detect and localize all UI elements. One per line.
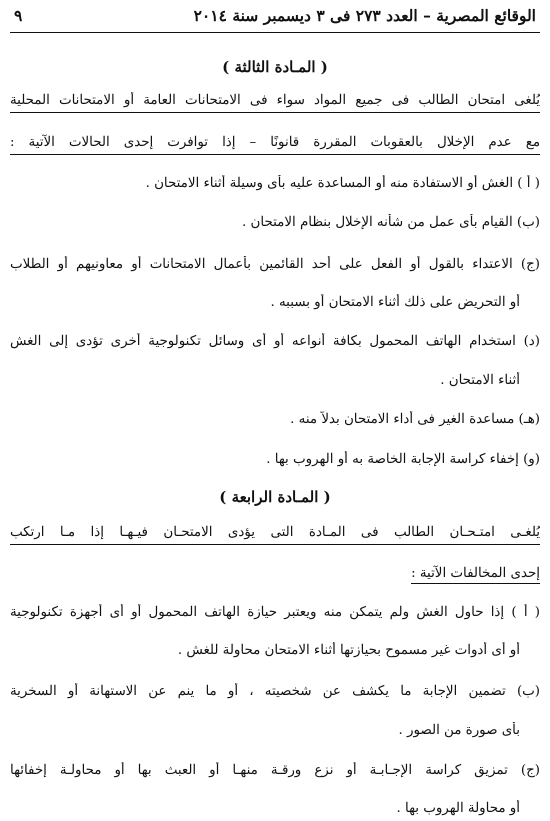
page-header	[10, 4, 540, 33]
article-3-intro-line-2: مع عدم الإخلال بالعقوبات المقررة قانونًا – إذا توافرت إحدى الحالات الآتية :	[10, 134, 540, 155]
article-3-item-c: (ج) الاعتداء بالقول أو الفعل على أحد القائمين بأعمال الامتحانات أو معاونيهم أو الطلاب	[10, 257, 540, 272]
article-3-item-a: ( أ ) الغش أو الاستفادة منه أو المساعدة عليه بأى وسيلة أثناء الامتحان .	[145, 176, 540, 191]
article-3-item-e: (هـ) مساعدة الغير فى أداء الامتحان بدلاً منه .	[290, 412, 540, 427]
article-4-item-c-continued: أو محاولة الهروب بها .	[396, 801, 520, 816]
header-title: الوقائع المصرية – العدد ٢٧٣ فى ٣ ديسمبر سنة ٢٠١٤	[193, 6, 536, 25]
article-4-item-b-continued: بأى صورة من الصور .	[398, 723, 520, 738]
article-3-item-f: (و) إخفاء كراسة الإجابة الخاصة به أو الهروب بها .	[266, 452, 540, 467]
article-4-intro-line-1: يُلغـى امتـحـان الطالب فى المـادة التى يؤدى الامتحـان فيـهـا إذا مـا ارتكب	[10, 524, 540, 545]
article-3-item-c-continued: أو التحريض على ذلك أثناء الامتحان أو بسببه .	[270, 295, 520, 310]
page-number: ٩	[14, 6, 23, 25]
article-3-item-d: (د) استخدام الهاتف المحمول بكافة أنواعه أو أى وسائل تكنولوجية أخرى تؤدى إلى الغش	[10, 334, 540, 349]
article-3-intro-line-1: يُلغى امتحان الطالب فى جميع المواد سواء فى الامتحانات العامة أو الامتحانات المحلية	[10, 92, 540, 113]
article-4-heading: ( المـادة الرابعة )	[219, 488, 331, 506]
article-4-item-a: ( أ ) إذا حاول الغش ولم يتمكن منه ويعتبر حيازة الهاتف المحمول أو أى أجهزة تكنولوجية	[10, 605, 540, 620]
article-4-item-a-continued: أو أى أدوات غير مسموح بحيازتها أثناء الامتحان محاولة للغش .	[177, 643, 520, 658]
article-4-intro-line-2: إحدى المخالفات الآتية :	[411, 566, 540, 584]
article-3-item-b: (ب) القيام بأى عمل من شأنه الإخلال بنظام الامتحان .	[242, 215, 540, 230]
article-3-item-d-continued: أثناء الامتحان .	[440, 373, 520, 388]
article-3-heading: ( المـادة الثالثة )	[222, 58, 328, 76]
article-4-item-c: (ج) تمزيق كراسة الإجـابـة أو نزع ورقـة منهـا أو العبث بها أو محاولـة إخفائها	[10, 763, 540, 778]
article-4-item-b: (ب) تضمين الإجابة ما يكشف عن شخصيته ، أو ما ينم عن الاستهانة أو السخرية	[10, 684, 540, 699]
